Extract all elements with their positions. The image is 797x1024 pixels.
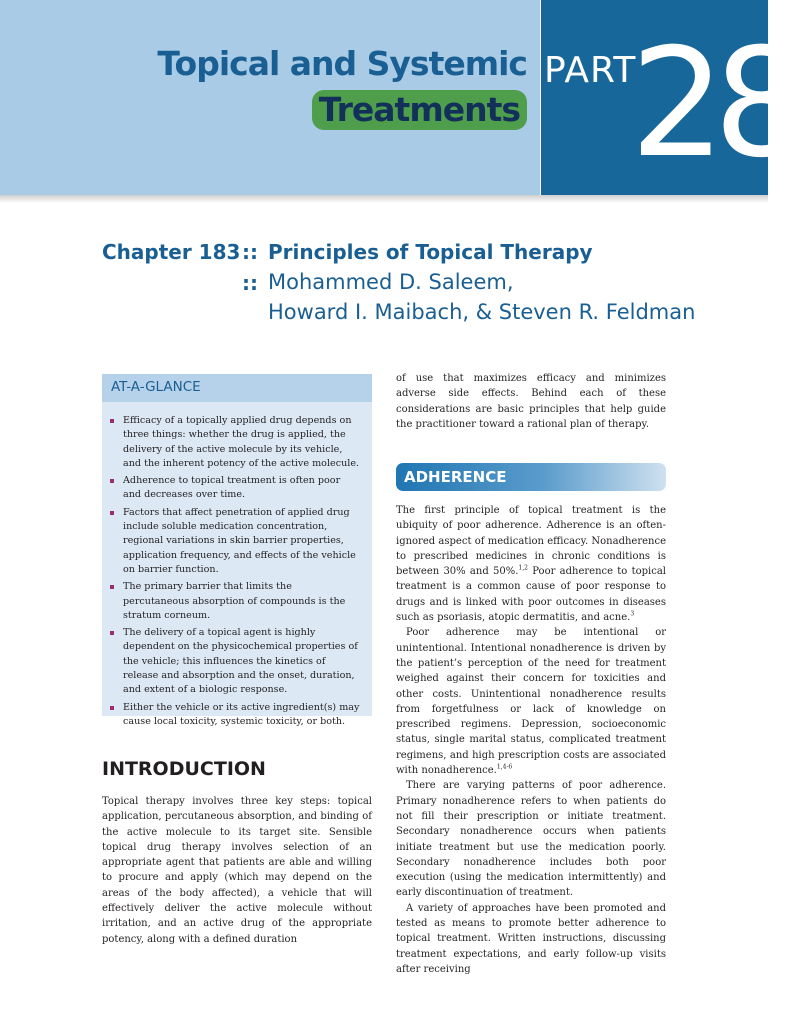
at-a-glance-title: AT-A-GLANCE bbox=[111, 379, 201, 395]
glance-item: The delivery of a topical agent is highly dependent on the physicochemical properties of the vehicle; this influences the kinetics of release and absorption and the onset, duration, and extent of a biologic response. bbox=[110, 626, 360, 697]
citation: 1,2 bbox=[518, 564, 528, 572]
part-title-line2: Treatments bbox=[318, 90, 520, 129]
adherence-heading-bar bbox=[396, 463, 666, 491]
adherence-paragraph-1: The first principle of topical treatment is the ubiquity of poor adherence. Adherence is an often-ignored aspect of medication efficacy. Nonadherence to prescribed medicines in chronic conditions is between 30% and 50%.$^{1,2}$ Poor adherence to topical treatment is a common cause of poor response to drugs and is linked with poor outcomes in diseases such as psoriasis, atopic dermatitis, and acne.$^3$ bbox=[396, 505, 666, 624]
adherence-heading: ADHERENCE bbox=[404, 468, 507, 486]
authors-separator: :: bbox=[242, 271, 258, 295]
at-a-glance-box bbox=[102, 374, 372, 727]
adherence-paragraph-3: There are varying patterns of poor adherence. Primary nonadherence refers to when patients do not fill their prescription or initiate treatment. Secondary nonadherence occurs when patients initiate treatment but use the medication poorly. Secondary nonadherence includes both poor execution (using the medication intermittently) and early discontinuation of treatment. bbox=[396, 780, 666, 899]
part-number: 28 bbox=[630, 17, 797, 191]
citation: 1,4-6 bbox=[496, 763, 513, 771]
chapter-title: Principles of Topical Therapy bbox=[268, 240, 593, 264]
part-title-highlight bbox=[312, 90, 527, 130]
part-label: PART bbox=[544, 50, 637, 91]
chapter-authors-line2: Howard I. Maibach, & Steven R. Feldman bbox=[268, 300, 696, 324]
introduction-body bbox=[102, 794, 372, 947]
bullet-icon bbox=[110, 479, 114, 483]
introduction-heading: INTRODUCTION bbox=[102, 758, 266, 780]
bullet-icon bbox=[110, 706, 114, 710]
header-shadow bbox=[0, 195, 768, 203]
glance-item: The primary barrier that limits the percutaneous absorption of compounds is the stratum corneum. bbox=[110, 580, 360, 623]
at-a-glance-list bbox=[110, 414, 360, 732]
adherence-paragraph-2: Poor adherence may be intentional or unintentional. Intentional nonadherence is driven by the patient’s perception of the need for treatment weighed against their concern for toxicities and other costs. Unintentional nonadherence results from forgetfulness or lack of knowledge on prescribed regimens. Depression, socioeconomic status, single marital status, complicated treatment regimens, and high prescription costs are associated with nonadherence.$^{1,4-6}$ bbox=[396, 627, 666, 777]
right-column-continuation bbox=[396, 371, 666, 432]
glance-item: Either the vehicle or its active ingredient(s) may cause local toxicity, systemic toxicity, or both. bbox=[110, 701, 360, 730]
chapter-authors-line1: Mohammed D. Saleem, bbox=[268, 270, 514, 294]
bullet-icon bbox=[110, 631, 114, 635]
chapter-number: Chapter 183 bbox=[102, 240, 241, 264]
part-title-line1: Topical and Systemic bbox=[157, 44, 527, 83]
chapter-separator: :: bbox=[242, 240, 258, 264]
glance-item: Factors that affect penetration of applied drug include soluble medication concentration, regional variations in skin barrier properties, application frequency, and effects of the vehicle on barrier function. bbox=[110, 506, 360, 577]
glance-item: Efficacy of a topically applied drug depends on three things: whether the drug is applied, the delivery of the active molecule by its vehicle, and the inherent potency of the active molecule. bbox=[110, 414, 360, 471]
adherence-paragraph-4: A variety of approaches have been promoted and tested as means to promote better adherence to topical treatment. Written instructions, discussing treatment expectations, and early follow-up visits after receiving bbox=[396, 902, 666, 975]
at-a-glance-header bbox=[102, 374, 372, 402]
introduction-paragraph: Topical therapy involves three key steps: topical application, percutaneous absorption, and binding of the active molecule to its target site. Sensible topical drug therapy involves selection of an appropriate agent that patients are able and willing to procure and apply (which may depend on the areas of the body affected), a vehicle that will effectively deliver the active molecule without irritation, and an active drug of the appropriate potency, along with a defined duration bbox=[102, 796, 372, 945]
citation: 3 bbox=[630, 610, 635, 618]
bullet-icon bbox=[110, 585, 114, 589]
glance-item: Adherence to topical treatment is often poor and decreases over time. bbox=[110, 474, 360, 503]
bullet-icon bbox=[110, 511, 114, 515]
bullet-icon bbox=[110, 419, 114, 423]
adherence-body bbox=[396, 503, 666, 977]
continuation-paragraph: of use that maximizes efficacy and minimizes adverse side effects. Behind each of these considerations are basic principles that help guide the practitioner toward a rational plan of therapy. bbox=[396, 373, 666, 430]
